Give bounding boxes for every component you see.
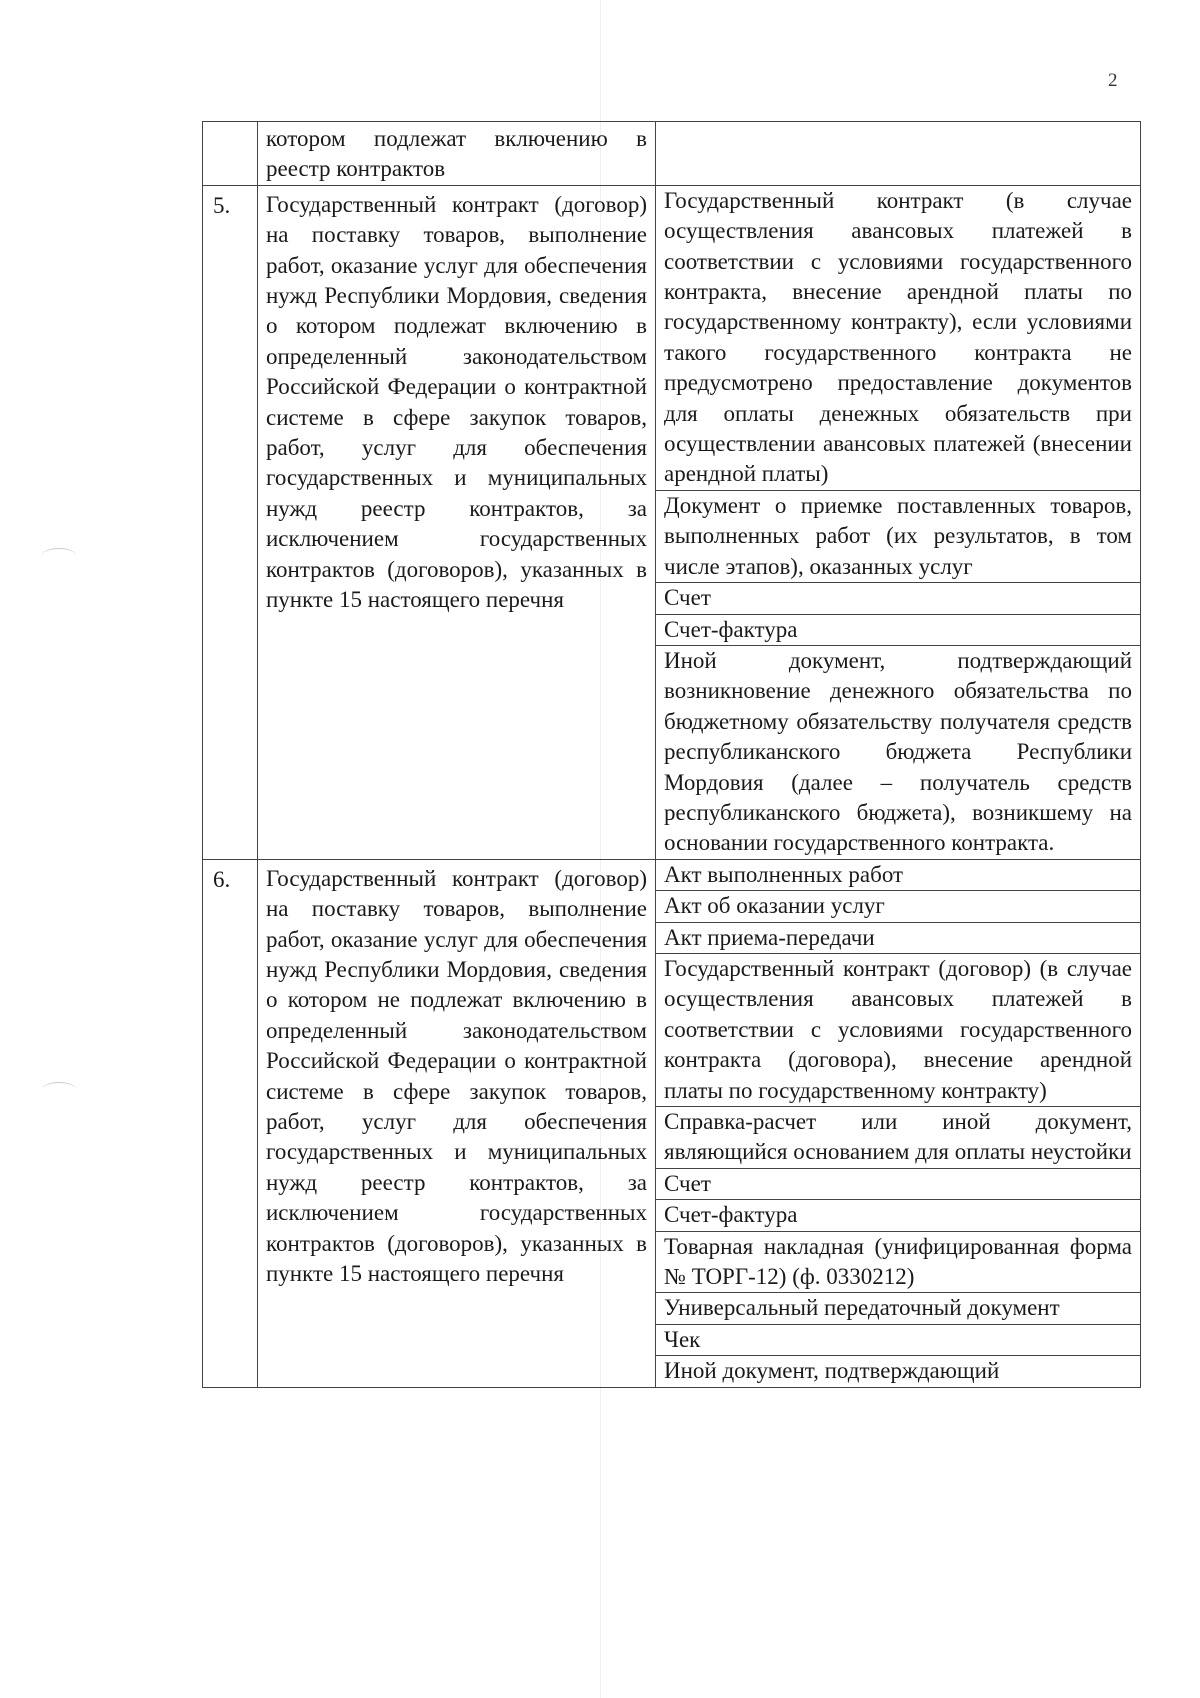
page-number: 2	[1108, 70, 1118, 91]
document-cell	[258, 185, 656, 859]
required-doc-item: Счет	[656, 583, 1140, 614]
required-docs-cell	[656, 122, 1141, 186]
document-cell	[258, 122, 656, 186]
document-text: Государственный контракт (договор) на поставку товаров, выполнение работ, оказание услуг для обеспечения нужд Республики Мордовия, сведения о котором не подлежат включению в определенный законодательством Российской Федерации о контрактной системе в сфере закупок товаров, работ, услуг для обеспечения государственных и муниципальных нужд реестр контрактов, за исключением государственных контрактов (договоров), указанных в пункте 15 настоящего перечня	[266, 865, 647, 1287]
required-docs-cell	[656, 859, 1141, 1387]
required-doc-item: Товарная накладная (унифицированная форма № ТОРГ-12) (ф. 0330212)	[656, 1232, 1140, 1294]
document-table	[202, 121, 1140, 1388]
punch-hole-mark	[42, 548, 76, 563]
row-number-cell	[203, 859, 258, 1387]
required-docs-cell	[656, 185, 1141, 859]
table-row	[203, 185, 1141, 859]
required-doc-item: Иной документ, подтверждающий возникновение денежного обязательства по бюджетному обязательству получателя средств республиканского бюджета Республики Мордовия (далее – получатель средств республиканского бюджета), возникшему на основании государственного контракта.	[664, 647, 1132, 856]
row-number	[203, 122, 257, 128]
required-doc-item: Справка-расчет или иной документ, являющийся основанием для оплаты неустойки	[656, 1107, 1140, 1169]
required-doc-item: Государственный контракт (договор) (в случае осуществления авансовых платежей в соответствии с условиями государственного контракта (договора), внесение арендной платы по государственному контракту)	[656, 954, 1140, 1107]
required-doc-item: Акт выполненных работ	[656, 860, 1140, 891]
row-number-cell	[203, 122, 258, 186]
document-text: котором подлежат включению в реестр контрактов	[266, 126, 647, 182]
required-doc-item: Иной документ, подтверждающий	[664, 1358, 1000, 1384]
required-doc-item: Счет	[656, 1169, 1140, 1200]
table-row	[203, 859, 1141, 1387]
required-doc-item: Чек	[656, 1325, 1140, 1356]
required-doc-item: Государственный контракт (в случае осуществления авансовых платежей в соответствии с условиями государственного контракта, внесение арендной платы по государственному контракту), если условиями такого государственного контракта не предусмотрено предоставление документов для оплаты денежных обязательств при осуществлении авансовых платежей (внесении арендной платы)	[656, 186, 1140, 491]
punch-hole-mark	[42, 1082, 76, 1097]
required-doc-item: Акт об оказании услуг	[656, 891, 1140, 922]
row-number: 5.	[213, 192, 231, 218]
table-row	[203, 122, 1141, 186]
required-doc-item: Универсальный передаточный документ	[656, 1293, 1140, 1324]
document-cell	[258, 859, 656, 1387]
required-doc-item: Акт приема-передачи	[656, 923, 1140, 954]
required-doc-item: Счет-фактура	[656, 1200, 1140, 1231]
row-number: 6.	[213, 866, 231, 892]
required-doc-item: Документ о приемке поставленных товаров, выполненных работ (их результатов, в том числе этапов), оказанных услуг	[656, 491, 1140, 583]
required-doc-item: Счет-фактура	[656, 615, 1140, 646]
document-text: Государственный контракт (договор) на поставку товаров, выполнение работ, оказание услуг для обеспечения нужд Республики Мордовия, сведения о котором подлежат включению в определенный законодательством Российской Федерации о контрактной системе в сфере закупок товаров, работ, услуг для обеспечения государственных и муниципальных нужд реестр контрактов, за исключением государственных контрактов (договоров), указанных в пункте 15 настоящего перечня	[266, 191, 647, 613]
row-number-cell	[203, 185, 258, 859]
